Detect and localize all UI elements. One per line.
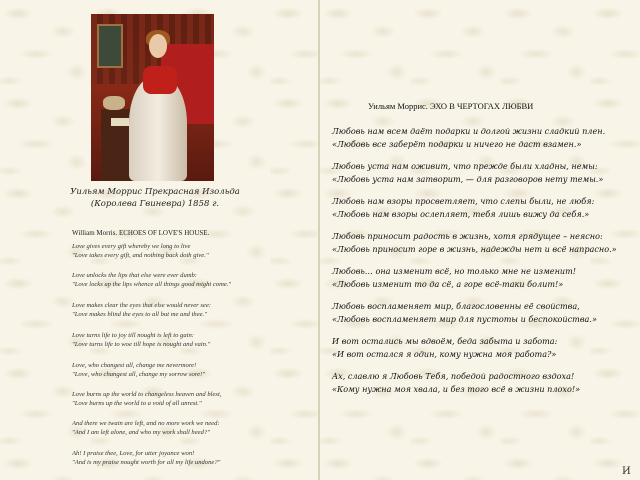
english-stanza-4 [72, 332, 312, 349]
corner-mark: И [622, 466, 631, 477]
english-stanza-3 [72, 302, 312, 319]
painting-face [149, 34, 167, 58]
russian-stanza-3 [332, 195, 632, 220]
painting-la-belle-iseult [91, 14, 214, 181]
english-line: Love gives every gift whereby we long to live [72, 243, 191, 250]
english-line: "Love turns life to woe till hope is nought and vain." [72, 340, 211, 348]
painting-caption [60, 186, 250, 210]
english-stanza-6 [72, 391, 312, 408]
caption-line-1: Уильям Моррис Прекрасная Изольда [70, 187, 240, 197]
english-line: "And I am left alone, and who my work shall heed?" [72, 428, 210, 436]
russian-stanza-1 [332, 125, 632, 150]
russian-line: «Кому нужна моя хвала, и без того всё в жизни плохо!» [332, 383, 581, 394]
english-line: And there we twain are left, and no more work we need: [72, 420, 220, 427]
english-line: Love burns up the world to changeless heaven and blest, [72, 391, 222, 398]
english-line: Love turns life to joy till nought is left to gain: [72, 332, 194, 339]
english-stanza-8 [72, 450, 312, 467]
russian-line: Любовь нам всем даёт подарки и долгой жизни сладкий плен. [332, 126, 606, 136]
russian-stanza-4 [332, 230, 632, 255]
english-stanza-2 [72, 272, 312, 289]
english-line: Love makes clear the eyes that else would never see: [72, 302, 211, 309]
left-page [0, 0, 318, 480]
english-line: "And is my praise nought worth for all my life undone?" [72, 458, 221, 466]
russian-line: Любовь приносит радость в жизнь, хотя грядущее – неясно: [332, 231, 603, 241]
russian-line: И вот остались мы вдвоём, беда забыта и забота: [332, 336, 558, 346]
english-stanza-5 [72, 362, 312, 379]
russian-line: «Любовь изменит то да сё, а горе всё-таки болит!» [332, 278, 564, 289]
english-line: Love unlocks the lips that else were ever dumb: [72, 272, 198, 279]
english-line: Ah! I praise thee, Love, for utter joyance won! [72, 450, 195, 457]
english-poem-title: William Morris. ECHOES OF LOVE'S HOUSE. [72, 229, 210, 237]
english-stanza-7 [72, 420, 312, 437]
russian-line: «Любовь приносит горе в жизнь, надежды нет и всё напрасно.» [332, 243, 617, 254]
russian-stanza-2 [332, 160, 632, 185]
russian-stanza-8 [332, 370, 632, 395]
english-line: "Love, who changest all, change my sorrow sore!" [72, 370, 206, 378]
painting-red-sleeve [143, 66, 177, 94]
russian-line: Ах, славлю я Любовь Тебя, победой радостного вздоха! [332, 371, 575, 381]
painting-dog [103, 96, 125, 110]
russian-line: Любовь уста нам оживит, что прежде были хладны, немы: [332, 161, 598, 171]
caption-line-2: (Королева Гвиневра) 1858 г. [90, 199, 220, 209]
russian-poem-title: Уильям Моррис. ЭХО В ЧЕРТОГАХ ЛЮБВИ [368, 101, 534, 111]
painting-book [111, 118, 129, 126]
english-stanza-1 [72, 243, 312, 260]
russian-line: «И вот остался я один, кому нужна моя работа?» [332, 348, 557, 359]
russian-line: Любовь нам взоры просветляет, что слепы были, не любя: [332, 196, 595, 206]
russian-line: «Любовь нам взоры ослепляет, тебя лишь вижу да себя.» [332, 208, 590, 219]
russian-line: «Любовь все заберёт подарки и ничего не даст взамен.» [332, 138, 582, 149]
russian-stanza-6 [332, 300, 632, 325]
painting-window [97, 24, 123, 68]
russian-line: Любовь воспламеняет мир, благословенны её свойства, [332, 301, 580, 311]
english-line: "Love makes blind the eyes to all but me and thee." [72, 310, 207, 318]
russian-line: Любовь… она изменит всё, но только мне не изменит! [332, 266, 577, 276]
english-line: Love, who changest all, change me nevermore! [72, 362, 197, 369]
russian-stanza-7 [332, 335, 632, 360]
russian-line: «Любовь воспламеняет мир для пустоты и беспокойства.» [332, 313, 597, 324]
english-line: "Love locks up the lips whence all things good might come." [72, 280, 232, 288]
russian-line: «Любовь уста нам затворит, — для разговоров нету темы.» [332, 173, 604, 184]
english-line: "Love burns up the world to a void of all unrest." [72, 399, 202, 407]
russian-stanza-5 [332, 265, 632, 290]
english-line: "Love takes every gift, and nothing back doth give." [72, 251, 209, 259]
